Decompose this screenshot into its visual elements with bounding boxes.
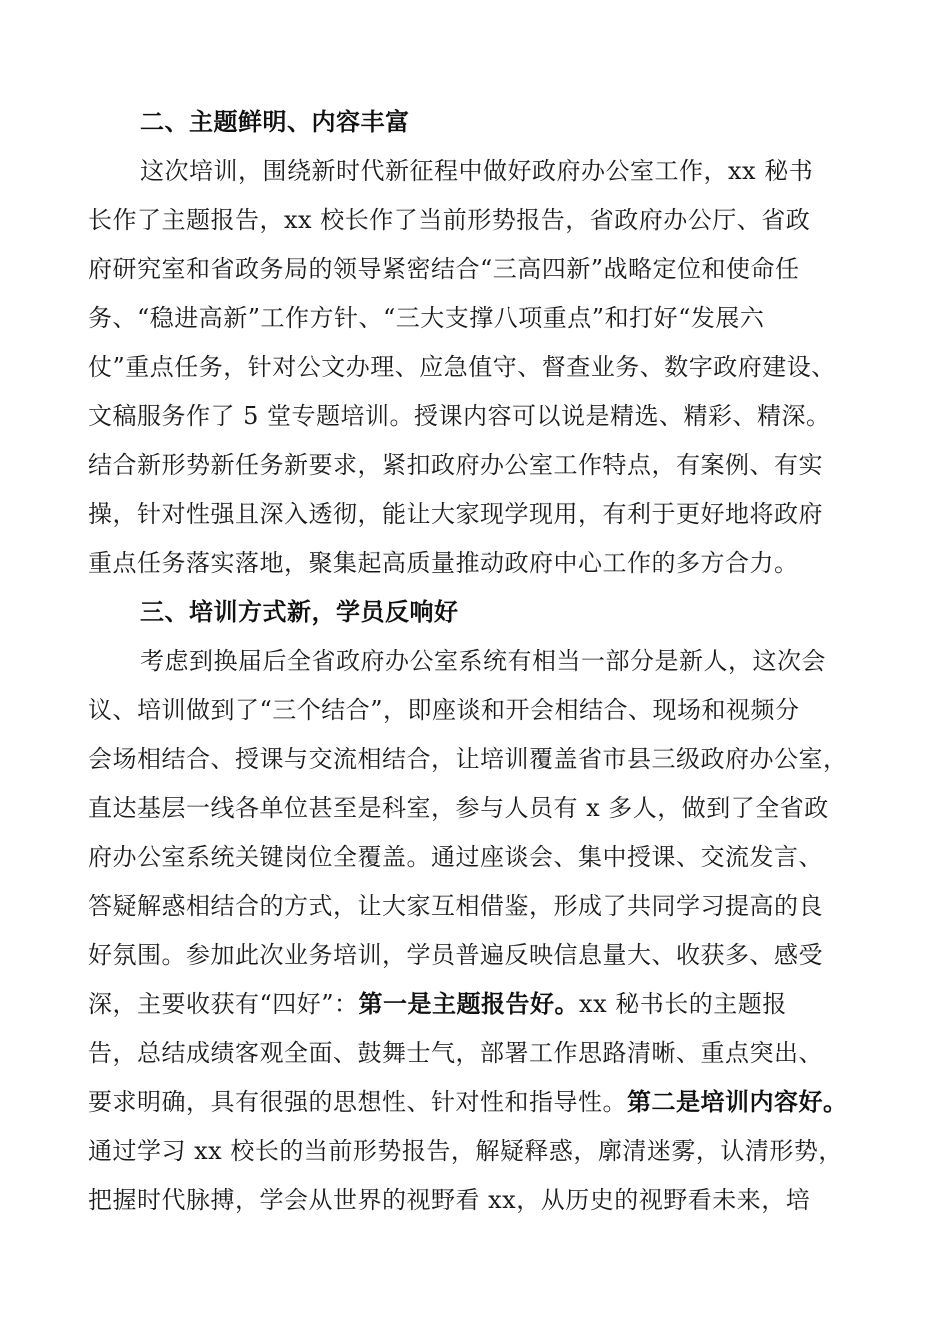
- line-text: 深，主要收获有“四好”：: [88, 990, 359, 1018]
- paragraph-line: 考虑到换届后全省政府办公室系统有相当一部分是新人，这次会: [140, 647, 826, 675]
- paragraph-line: 长作了主题报告，xx 校长作了当前形势报告，省政府办公厅、省政: [88, 206, 811, 234]
- paragraph-line: 答疑解惑相结合的方式，让大家互相借鉴，形成了共同学习提高的良: [88, 892, 823, 920]
- paragraph-line-mixed: [88, 980, 888, 1028]
- paragraph-line: 操，针对性强且深入透彻，能让大家现学现用，有利于更好地将政府: [88, 500, 823, 528]
- paragraph-line: 议、培训做到了“三个结合”，即座谈和开会相结合、现场和视频分: [88, 696, 800, 724]
- paragraph-line: 仗”重点任务，针对公文办理、应急值守、督查业务、数字政府建设、: [88, 353, 836, 381]
- line-text: 要求明确，具有很强的思想性、针对性和指导性。: [88, 1088, 627, 1116]
- paragraph-line: 把握时代脉搏，学会从世界的视野看 xx，从历史的视野看未来，培: [88, 1186, 811, 1214]
- line-text: xx 秘书长的主题报: [579, 990, 787, 1018]
- paragraph-line: 这次培训，围绕新时代新征程中做好政府办公室工作，xx 秘书: [140, 157, 814, 185]
- paragraph-line: 务、“稳进高新”工作方针、“三大支撑八项重点”和打好“发展六: [88, 304, 765, 332]
- section-heading-2: 二、主题鲜明、内容丰富: [140, 108, 410, 136]
- section-heading-3: 三、培训方式新，学员反响好: [140, 598, 459, 626]
- paragraph-line: 结合新形势新任务新要求，紧扣政府办公室工作特点，有案例、有实: [88, 451, 823, 479]
- paragraph-line: 告，总结成绩客观全面、鼓舞士气，部署工作思路清晰、重点突出、: [88, 1039, 823, 1067]
- paragraph-line: 好氛围。参加此次业务培训，学员普遍反映信息量大、收获多、感受: [88, 941, 823, 969]
- paragraph-line: 直达基层一线各单位甚至是科室，参与人员有 x 多人，做到了全省政: [88, 794, 829, 822]
- paragraph-line: 重点任务落实落地，聚集起高质量推动政府中心工作的多方合力。: [88, 549, 799, 577]
- paragraph-line: 府研究室和省政务局的领导紧密结合“三高四新”战略定位和使命任: [88, 255, 800, 283]
- paragraph-line: 会场相结合、授课与交流相结合，让培训覆盖省市县三级政府办公室，: [88, 745, 848, 773]
- highlight-first-good: 第一是主题报告好。: [358, 990, 580, 1018]
- paragraph-line-mixed: [88, 1078, 888, 1126]
- paragraph-line: 文稿服务作了 5 堂专题培训。授课内容可以说是精选、精彩、精深。: [88, 402, 831, 430]
- paragraph-line: 通过学习 xx 校长的当前形势报告，解疑释惑，廓清迷雾，认清形势，: [88, 1137, 843, 1165]
- highlight-second-good: 第二是培训内容好。: [627, 1088, 848, 1116]
- paragraph-line: 府办公室系统关键岗位全覆盖。通过座谈会、集中授课、交流发言、: [88, 843, 823, 871]
